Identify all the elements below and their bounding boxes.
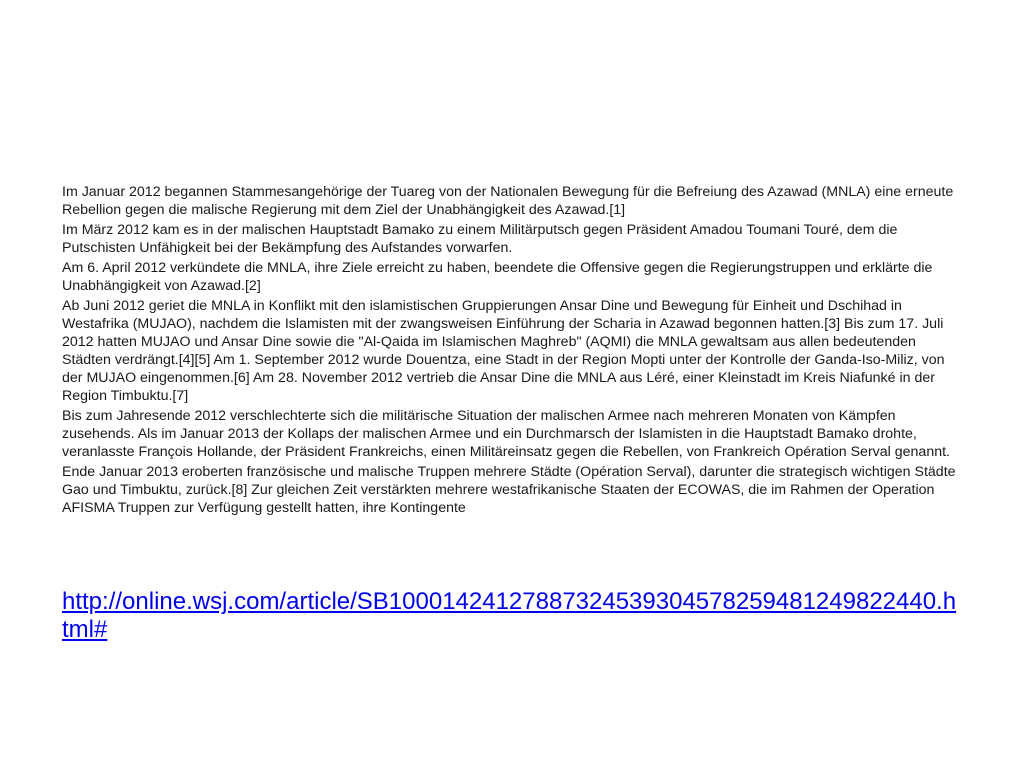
- paragraph-march-2012: Im März 2012 kam es in der malischen Hauptstadt Bamako zu einem Militärputsch gegen Präsident Amadou Toumani Touré, dem die Putschisten Unfähigkeit bei der Bekämpfung des Aufstandes vorwarfen.: [62, 222, 898, 256]
- paragraph-end-2012: Bis zum Jahresende 2012 verschlechterte sich die militärische Situation der malischen Armee nach mehreren Monaten von Kämpfen zusehends. Als im Januar 2013 der Kollaps der malischen Armee und ein Durchmarsch der Islamisten in die Hauptstadt Bamako drohte, veranlasste François Hollande, der Präsident Frankreichs, einen Militäreinsatz gegen die Rebellen, von Frankreich Opération Serval genannt.: [62, 408, 950, 460]
- paragraph-april-2012: Am 6. April 2012 verkündete die MNLA, ihre Ziele erreicht zu haben, beendete die Offensive gegen die Regierungstruppen und erklärte die Unabhängigkeit von Azawad.[2]: [62, 260, 933, 294]
- paragraph-january-2013: Ende Januar 2013 eroberten französische und malische Truppen mehrere Städte (Opération Serval), darunter die strategisch wichtigen Städte Gao und Timbuktu, zurück.[8] Zur gleichen Zeit verstärkten mehrere westafrikanische Staaten der ECOWAS, die im Rahmen der Operation AFISMA Truppen zur Verfügung gestellt hatten, ihre Kontingente: [62, 464, 956, 516]
- paragraph-january-2012: Im Januar 2012 begannen Stammesangehörige der Tuareg von der Nationalen Bewegung für die Befreiung des Azawad (MNLA) eine erneute Rebellion gegen die malische Regierung mit dem Ziel der Unabhängigkeit des Azawad.[1]: [62, 184, 954, 218]
- source-link[interactable]: http://online.wsj.com/article/SB10001424127887324539304578259481249822440.html#: [62, 588, 957, 643]
- paragraph-june-2012: Ab Juni 2012 geriet die MNLA in Konflikt mit den islamistischen Gruppierungen Ansar Dine und Bewegung für Einheit und Dschihad in Westafrika (MUJAO), nachdem die Islamisten mit der zwangsweisen Einführung der Scharia in Azawad begonnen hatten.[3] Bis zum 17. Juli 2012 hatten MUJAO und Ansar Dine sowie die "Al-Qaida im Islamischen Maghreb" (AQMI) die MNLA gewaltsam aus allen bedeutenden Städten verdrängt.[4][5] Am 1. September 2012 wurde Douentza, eine Stadt in der Region Mopti unter der Kontrolle der Ganda-Iso-Miliz, von der MUJAO eingenommen.[6] Am 28. November 2012 vertrieb die Ansar Dine die MNLA aus Léré, einer Kleinstadt im Kreis Niafunké in der Region Timbuktu.[7]: [62, 298, 945, 404]
- slide-body-text: [62, 183, 962, 519]
